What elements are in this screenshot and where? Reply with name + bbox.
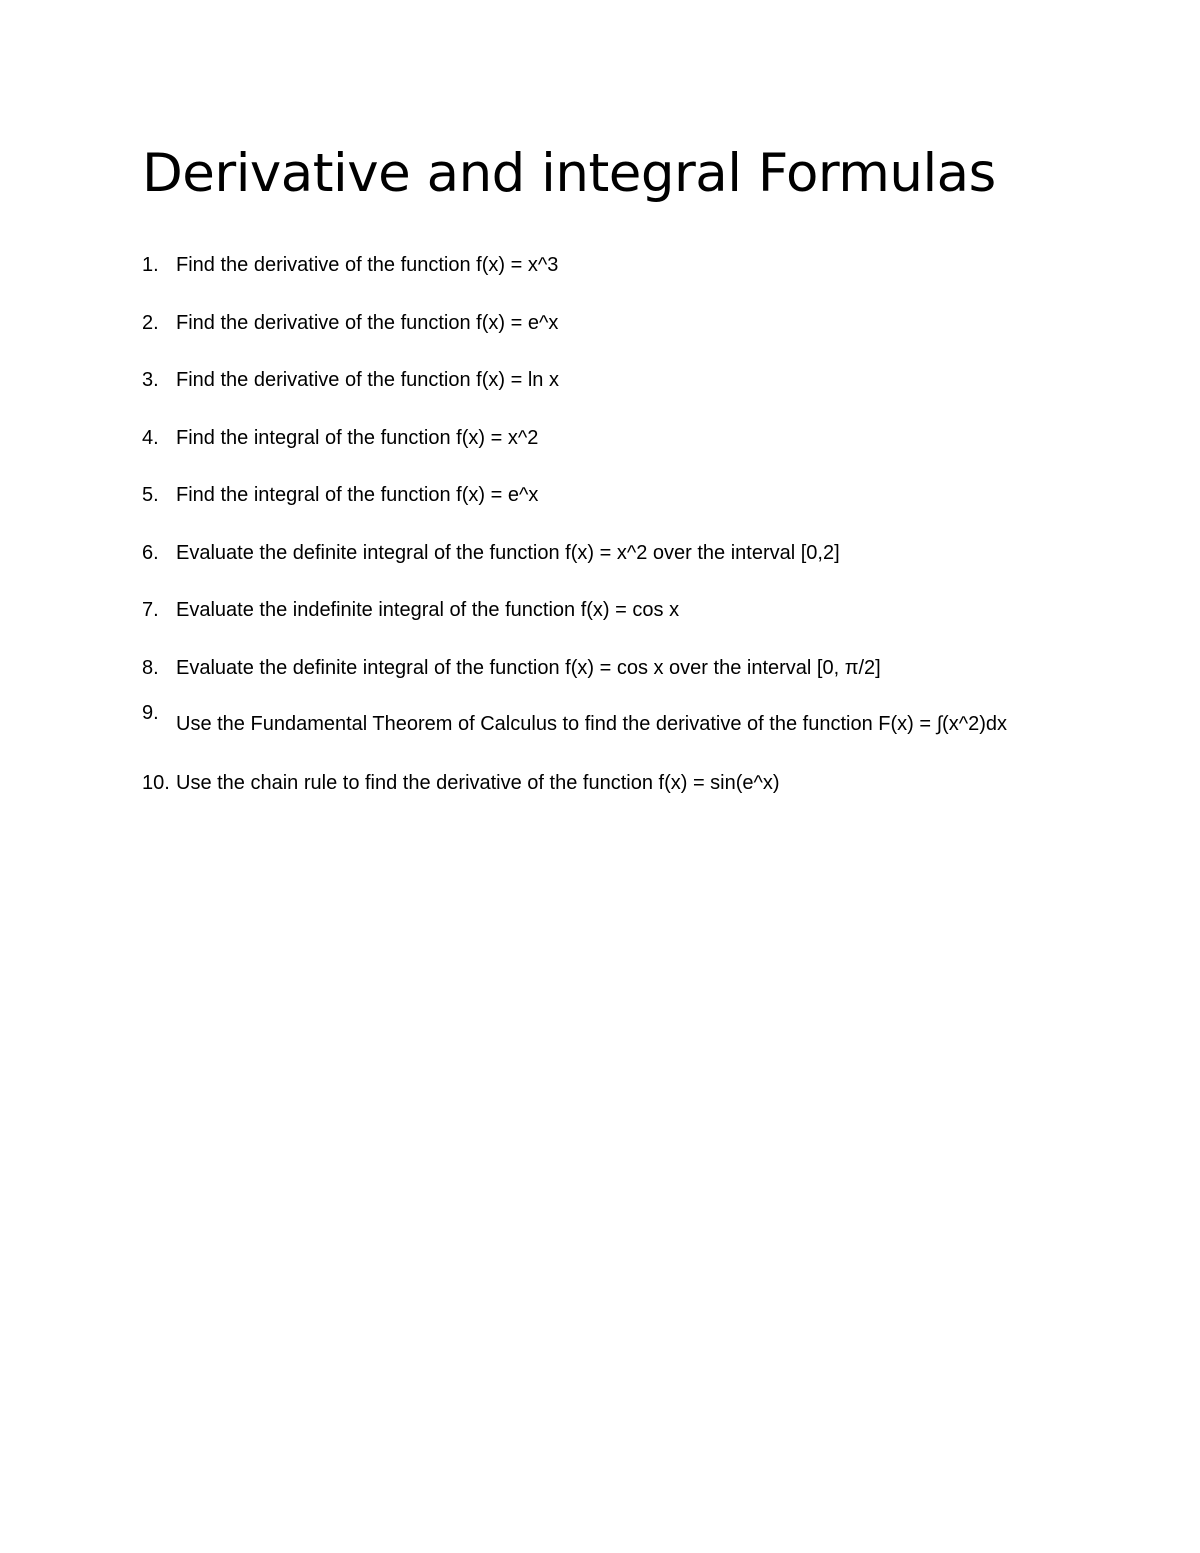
item-text: Find the integral of the function f(x) = x^2 bbox=[176, 426, 539, 449]
item-text: Evaluate the definite integral of the function f(x) = x^2 over the interval [0,2] bbox=[176, 541, 840, 564]
item-number: 2. bbox=[142, 311, 159, 334]
item-number: 1. bbox=[142, 254, 159, 276]
list-item bbox=[142, 696, 1062, 754]
item-text: Find the integral of the function f(x) = e^x bbox=[176, 484, 539, 506]
item-text: Use the chain rule to find the derivative of the function f(x) = sin(e^x) bbox=[176, 771, 780, 794]
list-item bbox=[142, 363, 1062, 397]
item-number: 9. bbox=[142, 702, 159, 725]
item-text: Find the derivative of the function f(x) = e^x bbox=[176, 311, 559, 334]
list-item bbox=[142, 536, 1062, 570]
item-number: 5. bbox=[142, 484, 159, 506]
item-text: Find the derivative of the function f(x) = x^3 bbox=[176, 254, 559, 276]
list-item bbox=[142, 651, 1062, 685]
list-item bbox=[142, 421, 1062, 455]
item-number: 3. bbox=[142, 369, 159, 391]
item-number: 6. bbox=[142, 541, 159, 564]
item-number: 8. bbox=[142, 656, 159, 679]
item-text: Evaluate the definite integral of the function f(x) = cos x over the interval [0, π/2] bbox=[176, 656, 881, 679]
list-item bbox=[142, 306, 1062, 340]
document-title: Derivative and integral Formulas bbox=[142, 143, 996, 204]
item-text: Find the derivative of the function f(x) = ln x bbox=[176, 369, 559, 391]
list-item bbox=[142, 766, 1062, 800]
list-item bbox=[142, 593, 1062, 627]
question-list bbox=[142, 248, 1062, 823]
item-number: 4. bbox=[142, 426, 159, 449]
list-item bbox=[142, 248, 1062, 282]
list-item bbox=[142, 478, 1062, 512]
item-text: Evaluate the indefinite integral of the function f(x) = cos x bbox=[176, 599, 680, 621]
item-number: 10. bbox=[142, 771, 170, 794]
item-number: 7. bbox=[142, 599, 159, 621]
item-text: Use the Fundamental Theorem of Calculus to find the derivative of the function F(x) = ∫(x^2)dx bbox=[176, 713, 1008, 736]
